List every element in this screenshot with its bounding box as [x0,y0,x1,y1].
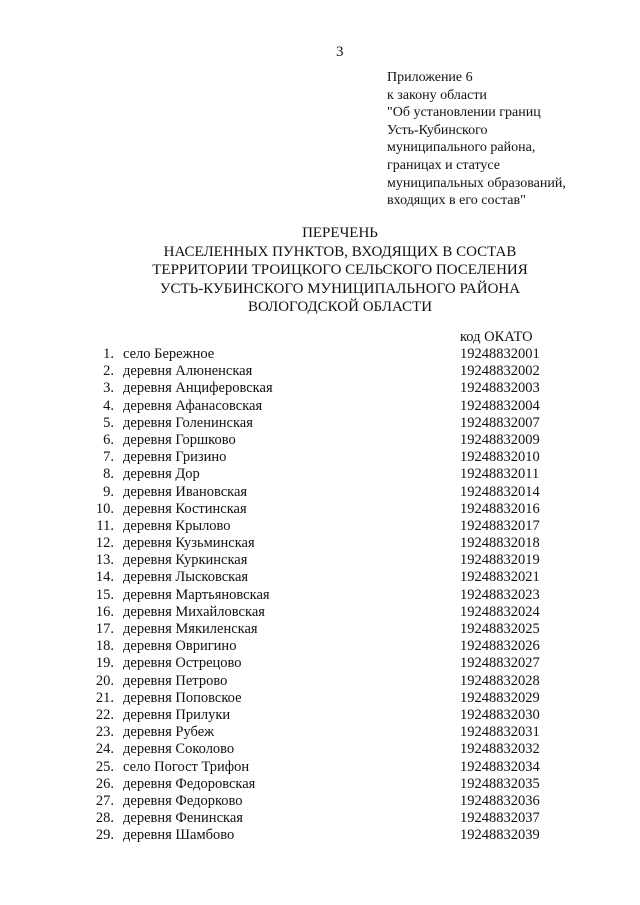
list-item [80,690,560,707]
item-number: 15. [95,586,114,603]
list-item [80,363,560,380]
list-item [80,707,560,724]
okato-code: 19248832025 [460,621,540,637]
okato-code: 19248832037 [460,810,540,827]
okato-code: 19248832001 [460,346,540,362]
settlement-name: деревня Крылово [123,517,231,534]
list-item [80,398,560,415]
okato-code: 19248832026 [460,638,540,655]
settlement-name: деревня Петрово [123,672,228,689]
okato-code: 19248832029 [460,689,540,706]
okato-code: 19248832031 [460,724,540,741]
list-item [80,449,560,466]
okato-code: 19248832011 [460,466,540,483]
list-item [80,518,560,535]
appendix-line: границах и статусе [387,157,501,173]
item-number: 2. [103,363,114,380]
appendix-line: входящих в его состав" [387,193,526,209]
settlement-name: деревня Рубеж [123,724,215,741]
okato-code: 19248832028 [460,672,540,689]
item-number: 11. [96,517,114,534]
item-number: 17. [95,621,114,637]
settlement-name: деревня Шамбово [123,827,235,844]
document-title [130,224,550,317]
okato-code: 19248832014 [460,483,540,500]
list-item [80,604,560,621]
appendix-line: муниципальных образований, [387,175,566,191]
settlement-name: деревня Мякиленская [123,621,258,637]
settlement-name: деревня Горшково [123,431,236,448]
list-item [80,827,560,844]
okato-code: 19248832034 [460,758,540,775]
okato-code: 19248832016 [460,500,540,517]
item-number: 26. [95,775,114,792]
list-item [80,432,560,449]
okato-code: 19248832024 [460,603,540,620]
settlement-name: деревня Куркинская [123,552,248,569]
list-item [80,380,560,397]
item-number: 8. [103,466,114,483]
list-item [80,501,560,518]
appendix-line: Приложение 6 [387,70,473,85]
settlement-name: деревня Голенинская [123,414,253,431]
settlement-name: деревня Поповское [123,689,242,706]
item-number: 20. [95,672,114,689]
settlement-name: деревня Федорково [123,792,243,809]
okato-code: 19248832007 [460,414,540,431]
list-item [80,621,560,638]
list-item [80,776,560,793]
list-item [80,638,560,655]
list-item [80,569,560,586]
item-number: 7. [103,449,114,466]
list-item [80,810,560,827]
item-number: 4. [103,397,114,414]
settlement-name: деревня Кузьминская [123,535,255,552]
item-number: 23. [95,724,114,741]
item-number: 24. [95,741,114,758]
settlement-name: деревня Прилуки [123,706,231,723]
okato-code: 19248832027 [460,655,540,672]
okato-code: 19248832004 [460,397,540,414]
item-number: 19. [95,655,114,672]
settlement-name: деревня Гризино [123,449,227,466]
item-number: 3. [103,380,114,397]
item-number: 9. [103,483,114,500]
list-item [80,741,560,758]
appendix-line: к закону области [387,87,487,103]
okato-code: 19248832039 [460,827,540,844]
settlement-name: деревня Фенинская [123,810,243,827]
appendix-line: муниципального района, [387,140,536,156]
settlement-name: деревня Михайловская [123,603,265,620]
title-line: НАСЕЛЕННЫХ ПУНКТОВ, ВХОДЯЩИХ В СОСТАВ [163,243,517,260]
okato-code: 19248832010 [460,449,540,466]
item-number: 29. [95,827,114,844]
okato-code: 19248832009 [460,431,540,448]
item-number: 5. [103,414,114,431]
item-number: 16. [95,603,114,620]
list-item [80,484,560,501]
appendix-note [387,69,566,210]
item-number: 1. [103,346,114,362]
settlement-name: деревня Мартьяновская [123,586,270,603]
list-item [80,587,560,604]
item-number: 13. [95,552,114,569]
list-item [80,415,560,432]
page-number: 3 [336,44,344,60]
okato-code: 19248832002 [460,363,540,380]
settlement-name: деревня Соколово [123,741,235,758]
item-number: 21. [95,689,114,706]
settlement-name: село Погост Трифон [123,758,250,775]
okato-code-header: код ОКАТО [460,329,533,345]
item-number: 27. [95,792,114,809]
list-item [80,535,560,552]
settlement-name: деревня Ивановская [123,483,248,500]
title-line: ВОЛОГОДСКОЙ ОБЛАСТИ [247,299,433,316]
okato-code: 19248832030 [460,706,540,723]
settlement-name: деревня Афанасовская [123,397,263,414]
title-line: УСТЬ-КУБИНСКОГО МУНИЦИПАЛЬНОГО РАЙОНА [159,280,521,297]
okato-code: 19248832032 [460,741,540,758]
item-number: 6. [103,431,114,448]
settlement-name: село Бережное [123,346,215,362]
item-number: 18. [95,638,114,655]
appendix-line: Усть-Кубинского [387,122,488,138]
okato-code: 19248832036 [460,792,540,809]
list-item [80,552,560,569]
list-item [80,759,560,776]
settlement-name: деревня Острецово [123,655,242,672]
okato-code: 19248832023 [460,586,540,603]
settlement-name: деревня Федоровская [123,775,256,792]
okato-code: 19248832018 [460,535,540,552]
list-item [80,655,560,672]
item-number: 12. [95,535,114,552]
list-item [80,793,560,810]
item-number: 14. [95,569,114,586]
okato-code: 19248832003 [460,380,540,397]
list-item [80,466,560,483]
settlement-list [80,346,560,844]
settlement-name: деревня Дор [123,466,200,483]
settlement-name: деревня Алюненская [123,363,253,380]
list-item [80,346,560,363]
item-number: 10. [95,500,114,517]
okato-code: 19248832017 [460,517,540,534]
settlement-name: деревня Лысковская [123,569,249,586]
title-line: ПЕРЕЧЕНЬ [302,225,378,241]
item-number: 25. [95,758,114,775]
settlement-name: деревня Овригино [123,638,237,655]
appendix-line: "Об установлении границ [387,105,541,121]
settlement-name: деревня Костинская [123,500,247,517]
okato-code: 19248832021 [460,569,540,586]
okato-code: 19248832019 [460,552,540,569]
list-item [80,724,560,741]
settlement-name: деревня Анциферовская [123,380,273,397]
item-number: 22. [95,706,114,723]
okato-code: 19248832035 [460,775,540,792]
list-item [80,673,560,690]
item-number: 28. [95,810,114,827]
title-line: ТЕРРИТОРИИ ТРОИЦКОГО СЕЛЬСКОГО ПОСЕЛЕНИЯ [152,262,528,279]
